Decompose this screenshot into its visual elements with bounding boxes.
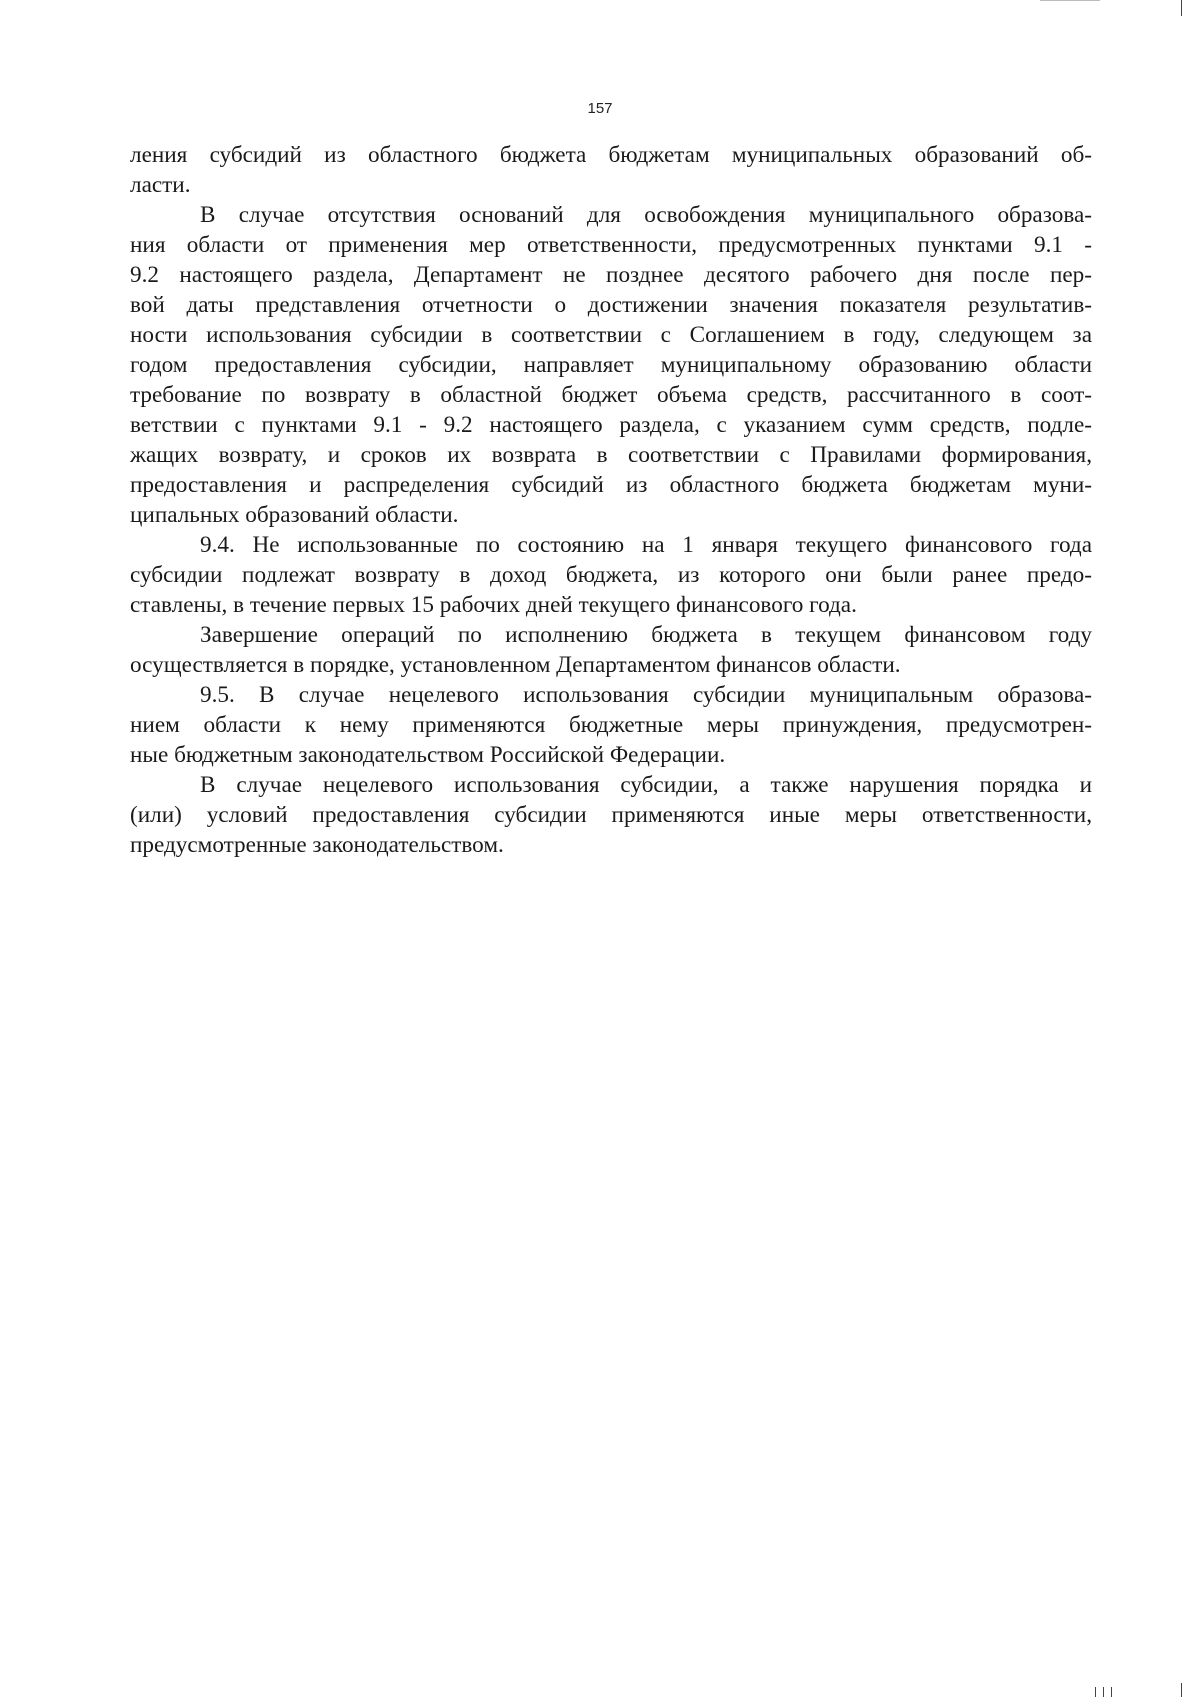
text-line: предусмотренные законодательством.: [130, 832, 504, 858]
text-line: ставлены, в течение первых 15 рабочих дней текущего финансового года.: [130, 592, 857, 618]
text-line: Завершение операций по исполнению бюджета в текущем финансовом году: [200, 622, 1092, 648]
scan-edge-mark: [1040, 0, 1100, 1]
text-line: осуществляется в порядке, установленном Департаментом финансов области.: [130, 652, 901, 678]
document-body: [130, 140, 1092, 860]
text-line: ния области от применения мер ответственности, предусмотренных пунктами 9.1 -: [130, 232, 1092, 258]
text-line: В случае отсутствия оснований для освобождения муниципального образова-: [200, 202, 1092, 228]
text-line: (или) условий предоставления субсидии применяются иные меры ответственности,: [130, 802, 1092, 828]
text-line: 9.4. Не использованные по состоянию на 1 января текущего финансового года: [200, 532, 1092, 558]
text-line: ные бюджетным законодательством Российской Федерации.: [130, 742, 726, 768]
scan-edge-mark: [1181, 1683, 1182, 1697]
scan-edge-mark: [1181, 0, 1182, 16]
text-line: вой даты представления отчетности о достижении значения показателя результатив-: [130, 292, 1092, 318]
scan-edge-mark: [1103, 1687, 1104, 1697]
text-line: ления субсидий из областного бюджета бюджетам муниципальных образований об-: [130, 142, 1092, 168]
text-line: субсидии подлежат возврату в доход бюджета, из которого они были ранее предо-: [130, 562, 1092, 588]
text-line: требование по возврату в областной бюджет объема средств, рассчитанного в соот-: [130, 382, 1092, 408]
page-number: 157: [587, 100, 613, 117]
text-line: годом предоставления субсидии, направляет муниципальному образованию области: [130, 352, 1092, 378]
text-line: ности использования субсидии в соответствии с Соглашением в году, следующем за: [130, 322, 1092, 348]
text-line: ветствии с пунктами 9.1 - 9.2 настоящего раздела, с указанием сумм средств, подле-: [130, 412, 1092, 438]
text-line: жащих возврату, и сроков их возврата в соответствии с Правилами формирования,: [130, 442, 1092, 468]
text-line: 9.5. В случае нецелевого использования субсидии муниципальным образова-: [200, 682, 1092, 708]
text-line: 9.2 настоящего раздела, Департамент не позднее десятого рабочего дня после пер-: [130, 262, 1092, 288]
text-line: В случае нецелевого использования субсидии, а также нарушения порядка и: [200, 772, 1092, 798]
text-line: предоставления и распределения субсидий из областного бюджета бюджетам муни-: [130, 472, 1092, 498]
text-line: ципальных образований области.: [130, 502, 459, 528]
scan-edge-mark: [1095, 1687, 1096, 1697]
text-line: нием области к нему применяются бюджетные меры принуждения, предусмотрен-: [130, 712, 1092, 738]
scan-edge-mark: [1111, 1687, 1112, 1697]
text-line: ласти.: [130, 172, 191, 198]
